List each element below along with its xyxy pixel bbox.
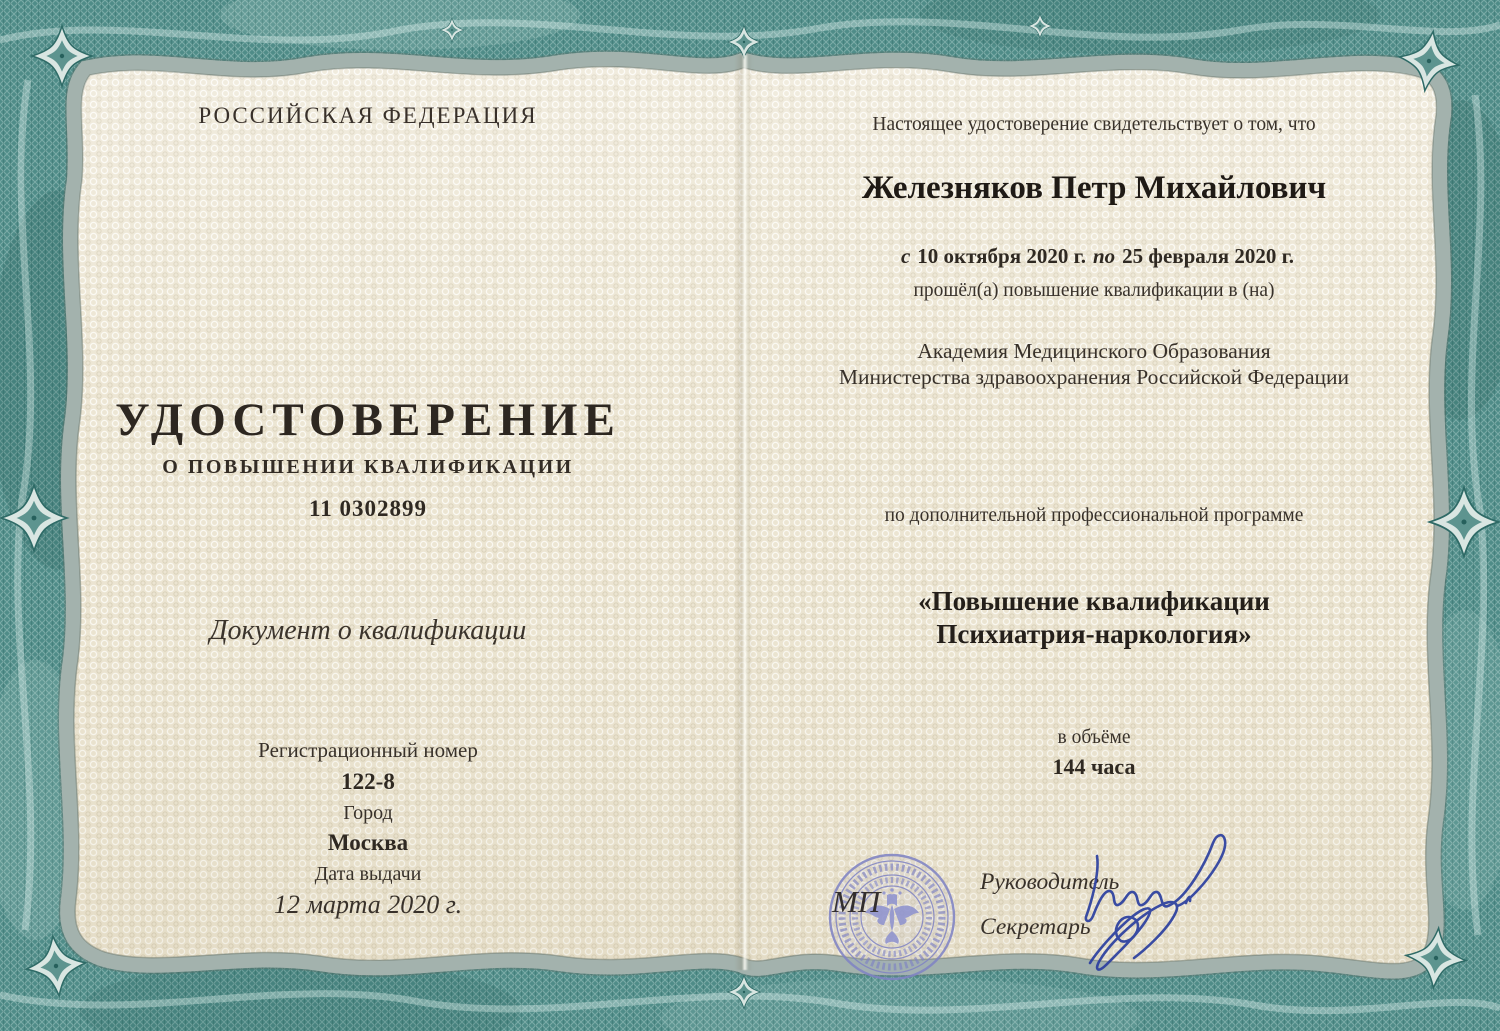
issue-date-value: 12 марта 2020 г.: [273, 890, 463, 919]
intro-line: Настоящее удостоверение свидетельствует о том, что: [872, 114, 1316, 135]
certificate-title: УДОСТОВЕРЕНИЕ: [115, 394, 621, 446]
issue-date-label: Дата выдачи: [314, 863, 422, 885]
signatures: [1060, 820, 1320, 1000]
registration-number: 122-8: [341, 769, 395, 794]
country-heading: РОССИЙСКАЯ ФЕДЕРАЦИЯ: [198, 103, 538, 128]
registration-number-label: Регистрационный номер: [258, 738, 478, 762]
period-from-date: 10 октября 2020 г.: [917, 244, 1086, 268]
program-name-line2: Психиатрия-наркология»: [936, 619, 1252, 649]
holder-name: Железняков Петр Михайлович: [861, 170, 1327, 206]
city-value: Москва: [327, 830, 409, 855]
volume-label: в объёме: [1057, 727, 1131, 748]
institution-line2: Министерства здравоохранения Российской Федерации: [838, 365, 1350, 389]
city-label: Город: [343, 802, 393, 824]
period-to-date: 25 февраля 2020 г.: [1122, 244, 1295, 268]
seal-place-mark: МП: [832, 884, 881, 919]
program-name-line1: «Повышение квалификации: [918, 586, 1270, 616]
period-from-label: с: [900, 244, 911, 268]
head-title-label: Руководитель: [980, 869, 1120, 895]
training-period: [894, 244, 1294, 269]
certificate-subtitle: О ПОВЫШЕНИИ КВАЛИФИКАЦИИ: [162, 456, 574, 478]
secretary-title-label: Секретарь: [980, 914, 1091, 940]
institution-line1: Академия Медицинского Образования: [917, 339, 1271, 363]
blank-number: 11 0302899: [309, 496, 427, 521]
document-kind-line: Документ о квалификации: [209, 615, 527, 646]
volume-value: 144 часа: [1052, 754, 1136, 779]
period-to-label: по: [1092, 244, 1116, 268]
program-label: по дополнительной профессиональной программе: [884, 505, 1304, 526]
completed-line: прошёл(а) повышение квалификации в (на): [913, 280, 1275, 301]
